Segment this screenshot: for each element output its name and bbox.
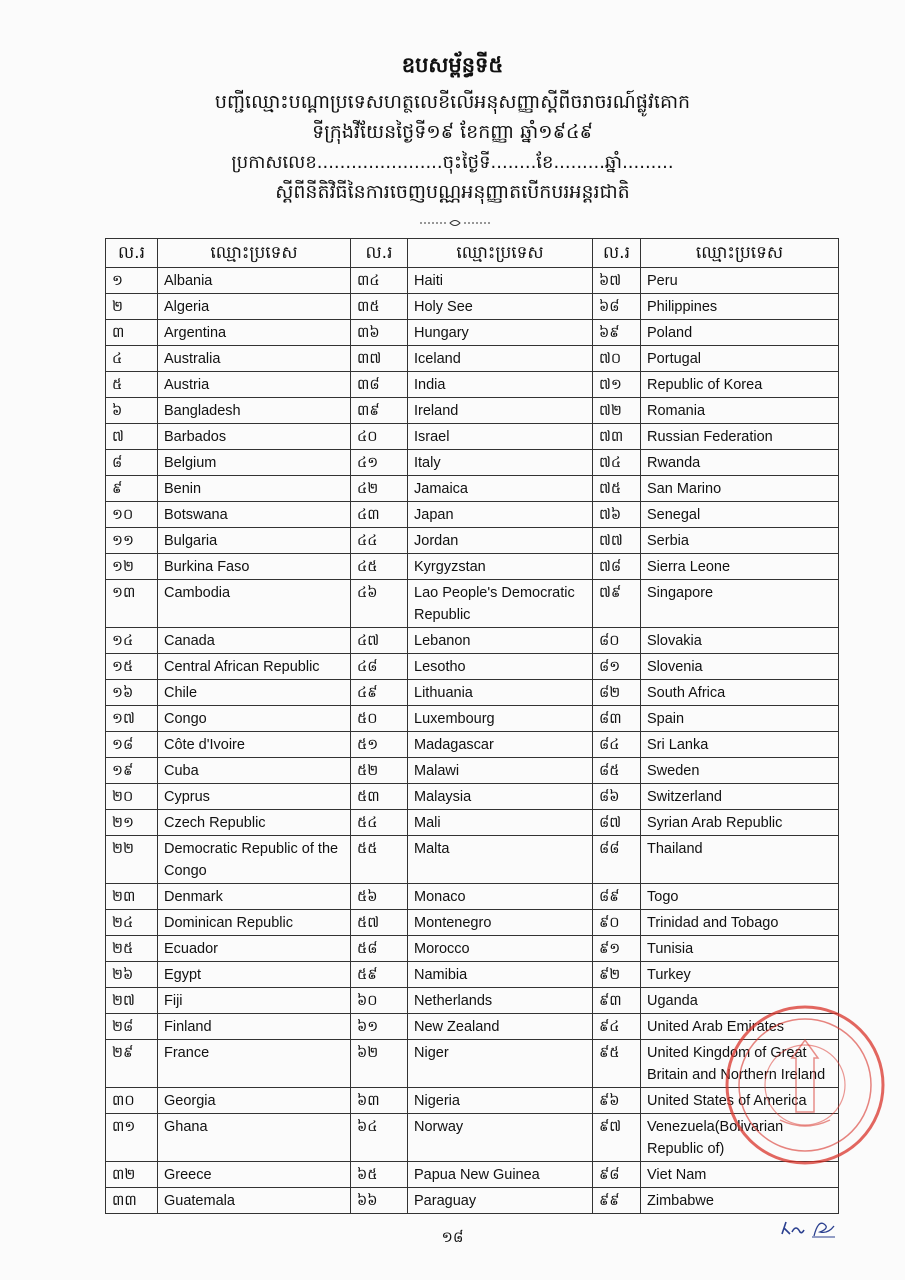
row-number-cell: ១០ [106,502,158,528]
row-number-cell: ៨៥ [593,758,641,784]
country-name-cell: Ghana [158,1114,351,1162]
row-number-cell: ៧៤ [593,450,641,476]
country-name-cell: New Zealand [408,1014,593,1040]
country-name-cell: Hungary [408,320,593,346]
country-name-cell: Cambodia [158,580,351,628]
row-number-cell: ២៨ [106,1014,158,1040]
country-name-cell: Kyrgyzstan [408,554,593,580]
country-name-cell: Tunisia [641,936,839,962]
row-number-cell: ១២ [106,554,158,580]
row-number-cell: ៤៤ [351,528,408,554]
table-row [106,962,839,988]
country-name-cell: Philippines [641,294,839,320]
country-name-cell: Cyprus [158,784,351,810]
table-row [106,758,839,784]
row-number-cell: ៨៩ [593,884,641,910]
country-name-cell: Egypt [158,962,351,988]
country-name-cell: Montenegro [408,910,593,936]
country-name-cell: Sri Lanka [641,732,839,758]
country-name-cell: France [158,1040,351,1088]
row-number-cell: ៧០ [593,346,641,372]
country-name-cell: Malta [408,836,593,884]
row-number-cell: ៣២ [106,1162,158,1188]
row-number-cell: ២២ [106,836,158,884]
row-number-cell: ៨១ [593,654,641,680]
convention-place-date: ទីក្រុងវីយែនថ្ងៃទី១៩ ខែកញ្ញា ឆ្នាំ១៩៤៩ [312,121,593,143]
row-number-cell: ៦ [106,398,158,424]
col-header-country-1: ឈ្មោះប្រទេស [158,239,351,268]
country-name-cell: Australia [158,346,351,372]
row-number-cell: ៩ [106,476,158,502]
table-row [106,528,839,554]
row-number-cell: ៨០ [593,628,641,654]
country-name-cell: Morocco [408,936,593,962]
row-number-cell: ៤២ [351,476,408,502]
country-name-cell: Madagascar [408,732,593,758]
country-name-cell: Haiti [408,268,593,294]
country-name-cell: Russian Federation [641,424,839,450]
row-number-cell: ២០ [106,784,158,810]
table-row [106,910,839,936]
row-number-cell: ៤៩ [351,680,408,706]
row-number-cell: ១ [106,268,158,294]
country-name-cell: Cuba [158,758,351,784]
country-name-cell: United Arab Emirates [641,1014,839,1040]
country-name-cell: Singapore [641,580,839,628]
col-header-no-3: ល.រ [593,239,641,268]
country-name-cell: Niger [408,1040,593,1088]
row-number-cell: ២៩ [106,1040,158,1088]
annex-title: ឧបសម្ព័ន្ធទី៥ [401,52,504,77]
page-number: ១៨ [441,1228,464,1246]
divider-ornament [420,218,490,228]
table-row [106,294,839,320]
country-name-cell: Central African Republic [158,654,351,680]
row-number-cell: ៣០ [106,1088,158,1114]
row-number-cell: ៥០ [351,706,408,732]
country-name-cell: Israel [408,424,593,450]
row-number-cell: ៦៨ [593,294,641,320]
row-number-cell: ៨២ [593,680,641,706]
country-name-cell: Norway [408,1114,593,1162]
country-name-cell: Luxembourg [408,706,593,732]
row-number-cell: ៥៦ [351,884,408,910]
table-row [106,680,839,706]
country-name-cell: Turkey [641,962,839,988]
table-row [106,654,839,680]
country-name-cell: Sweden [641,758,839,784]
row-number-cell: ១៦ [106,680,158,706]
row-number-cell: ៤៨ [351,654,408,680]
row-number-cell: ៥៤ [351,810,408,836]
table-row [106,268,839,294]
proclamation-reference: ប្រកាសលេខ......................ចុះថ្ងៃទី........ខែ.........ឆ្នាំ......... [231,152,674,173]
row-number-cell: ៦៣ [351,1088,408,1114]
country-name-cell: Romania [641,398,839,424]
country-name-cell: Algeria [158,294,351,320]
country-name-cell: Republic of Korea [641,372,839,398]
col-header-no-1: ល.រ [106,239,158,268]
table-row [106,1188,839,1214]
row-number-cell: ៧៧ [593,528,641,554]
country-name-cell: Lebanon [408,628,593,654]
country-name-cell: Austria [158,372,351,398]
country-name-cell: Spain [641,706,839,732]
row-number-cell: ៤៧ [351,628,408,654]
row-number-cell: ៩៤ [593,1014,641,1040]
row-number-cell: ៥២ [351,758,408,784]
country-name-cell: Mali [408,810,593,836]
row-number-cell: ៥ [106,372,158,398]
row-number-cell: ៩៥ [593,1040,641,1088]
row-number-cell: ៦២ [351,1040,408,1088]
country-name-cell: Benin [158,476,351,502]
country-name-cell: Georgia [158,1088,351,1114]
country-name-cell: Slovenia [641,654,839,680]
country-name-cell: Venezuela(Bolivarian Republic of) [641,1114,839,1162]
table-row [106,810,839,836]
row-number-cell: ២៣ [106,884,158,910]
row-number-cell: ៤៣ [351,502,408,528]
row-number-cell: ៨៦ [593,784,641,810]
country-name-cell: Bulgaria [158,528,351,554]
country-name-cell: Democratic Republic of the Congo [158,836,351,884]
row-number-cell: ៥៧ [351,910,408,936]
country-name-cell: San Marino [641,476,839,502]
row-number-cell: ៥៣ [351,784,408,810]
country-name-cell: Monaco [408,884,593,910]
country-name-cell: Thailand [641,836,839,884]
row-number-cell: ៩០ [593,910,641,936]
row-number-cell: ៩១ [593,936,641,962]
country-name-cell: Rwanda [641,450,839,476]
table-row [106,398,839,424]
row-number-cell: ៤៦ [351,580,408,628]
row-number-cell: ២៥ [106,936,158,962]
row-number-cell: ៨ [106,450,158,476]
country-name-cell: United States of America [641,1088,839,1114]
table-row [106,320,839,346]
country-name-cell: Jordan [408,528,593,554]
row-number-cell: ៤១ [351,450,408,476]
row-number-cell: ៥៥ [351,836,408,884]
table-row [106,628,839,654]
country-name-cell: Serbia [641,528,839,554]
row-number-cell: ៧២ [593,398,641,424]
row-number-cell: ៣៨ [351,372,408,398]
row-number-cell: ៨៤ [593,732,641,758]
country-name-cell: Fiji [158,988,351,1014]
country-name-cell: Slovakia [641,628,839,654]
country-name-cell: Greece [158,1162,351,1188]
initials-signature [780,1216,836,1240]
row-number-cell: ១៤ [106,628,158,654]
row-number-cell: ៣១ [106,1114,158,1162]
country-name-cell: Zimbabwe [641,1188,839,1214]
country-name-cell: Albania [158,268,351,294]
row-number-cell: ៩៩ [593,1188,641,1214]
row-number-cell: ៩៧ [593,1114,641,1162]
country-name-cell: Burkina Faso [158,554,351,580]
country-name-cell: Chile [158,680,351,706]
table-row [106,554,839,580]
table-row [106,936,839,962]
row-number-cell: ៣៦ [351,320,408,346]
row-number-cell: ៥៨ [351,936,408,962]
table-row [106,732,839,758]
country-name-cell: Nigeria [408,1088,593,1114]
country-name-cell: Viet Nam [641,1162,839,1188]
country-name-cell: Congo [158,706,351,732]
row-number-cell: ៥១ [351,732,408,758]
col-header-country-2: ឈ្មោះប្រទេស [408,239,593,268]
country-name-cell: United Kingdom of Great Britain and Northern Ireland [641,1040,839,1088]
country-name-cell: Lithuania [408,680,593,706]
table-row [106,706,839,732]
country-name-cell: Italy [408,450,593,476]
country-name-cell: Bangladesh [158,398,351,424]
table-row [106,580,839,628]
row-number-cell: ៩៦ [593,1088,641,1114]
country-name-cell: Lao People's Democratic Republic [408,580,593,628]
row-number-cell: ៩២ [593,962,641,988]
row-number-cell: ៣ [106,320,158,346]
row-number-cell: ៦០ [351,988,408,1014]
row-number-cell: ៤៥ [351,554,408,580]
row-number-cell: ២៧ [106,988,158,1014]
table-row [106,372,839,398]
country-name-cell: Czech Republic [158,810,351,836]
row-number-cell: ២១ [106,810,158,836]
country-name-cell: India [408,372,593,398]
country-name-cell: Togo [641,884,839,910]
table-header-row [106,239,839,268]
row-number-cell: ៣៧ [351,346,408,372]
country-name-cell: Netherlands [408,988,593,1014]
row-number-cell: ១៧ [106,706,158,732]
country-name-cell: Switzerland [641,784,839,810]
row-number-cell: ៤ [106,346,158,372]
row-number-cell: ៦១ [351,1014,408,1040]
table-row [106,502,839,528]
country-name-cell: Belgium [158,450,351,476]
country-name-cell: Ecuador [158,936,351,962]
row-number-cell: ៦៦ [351,1188,408,1214]
country-name-cell: South Africa [641,680,839,706]
row-number-cell: ១៩ [106,758,158,784]
country-name-cell: Barbados [158,424,351,450]
col-header-no-2: ល.រ [351,239,408,268]
country-name-cell: Denmark [158,884,351,910]
country-name-cell: Senegal [641,502,839,528]
country-name-cell: Portugal [641,346,839,372]
row-number-cell: ៣៤ [351,268,408,294]
official-seal [720,1000,890,1170]
row-number-cell: ១៨ [106,732,158,758]
table-row [106,836,839,884]
country-name-cell: Argentina [158,320,351,346]
country-name-cell: Jamaica [408,476,593,502]
row-number-cell: ២៤ [106,910,158,936]
row-number-cell: ៧៩ [593,580,641,628]
row-number-cell: ៣៣ [106,1188,158,1214]
country-name-cell: Namibia [408,962,593,988]
country-name-cell: Canada [158,628,351,654]
country-name-cell: Papua New Guinea [408,1162,593,1188]
list-title: បញ្ជីឈ្មោះបណ្តាប្រទេសហត្ថលេខីលើអនុសញ្ញាស្តីពីចរាចរណ៍ផ្លូវគោក [214,91,691,113]
proclamation-subject: ស្តីពីនីតិវិធីនៃការចេញបណ្ណអនុញ្ញាតបើកបរអន្តរជាតិ [275,181,630,203]
row-number-cell: ៨៧ [593,810,641,836]
row-number-cell: ៧ [106,424,158,450]
row-number-cell: ៨៣ [593,706,641,732]
country-name-cell: Syrian Arab Republic [641,810,839,836]
country-name-cell: Poland [641,320,839,346]
row-number-cell: ៦៤ [351,1114,408,1162]
row-number-cell: ១៣ [106,580,158,628]
country-name-cell: Côte d'Ivoire [158,732,351,758]
table-row [106,424,839,450]
country-name-cell: Peru [641,268,839,294]
row-number-cell: ៣៩ [351,398,408,424]
country-name-cell: Paraguay [408,1188,593,1214]
country-name-cell: Malawi [408,758,593,784]
row-number-cell: ៧៦ [593,502,641,528]
row-number-cell: ៩៨ [593,1162,641,1188]
country-name-cell: Iceland [408,346,593,372]
row-number-cell: ៧៣ [593,424,641,450]
country-name-cell: Finland [158,1014,351,1040]
row-number-cell: ២ [106,294,158,320]
row-number-cell: ៦៥ [351,1162,408,1188]
row-number-cell: ១១ [106,528,158,554]
country-name-cell: Ireland [408,398,593,424]
country-name-cell: Guatemala [158,1188,351,1214]
country-name-cell: Dominican Republic [158,910,351,936]
country-name-cell: Sierra Leone [641,554,839,580]
table-row [106,884,839,910]
country-name-cell: Malaysia [408,784,593,810]
row-number-cell: ៦៩ [593,320,641,346]
row-number-cell: ១៥ [106,654,158,680]
table-row [106,784,839,810]
row-number-cell: ២៦ [106,962,158,988]
country-name-cell: Japan [408,502,593,528]
country-name-cell: Uganda [641,988,839,1014]
row-number-cell: ៣៥ [351,294,408,320]
row-number-cell: ៦៧ [593,268,641,294]
country-name-cell: Lesotho [408,654,593,680]
row-number-cell: ៩៣ [593,988,641,1014]
row-number-cell: ៧៥ [593,476,641,502]
col-header-country-3: ឈ្មោះប្រទេស [641,239,839,268]
row-number-cell: ៥៩ [351,962,408,988]
table-row [106,346,839,372]
table-row [106,450,839,476]
table-row [106,476,839,502]
row-number-cell: ៧៨ [593,554,641,580]
row-number-cell: ៨៨ [593,836,641,884]
row-number-cell: ៧១ [593,372,641,398]
country-name-cell: Botswana [158,502,351,528]
country-name-cell: Trinidad and Tobago [641,910,839,936]
row-number-cell: ៤០ [351,424,408,450]
country-name-cell: Holy See [408,294,593,320]
